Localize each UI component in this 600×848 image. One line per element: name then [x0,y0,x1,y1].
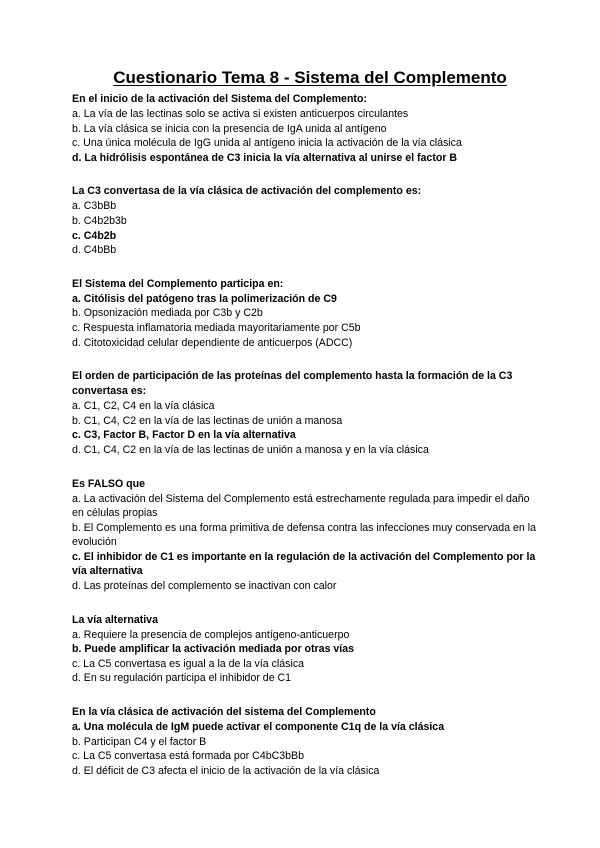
question-7 [72,705,540,778]
option-c: c. Una única molécula de IgG unida al antígeno inicia la activación de la vía clásica [72,137,462,150]
option-b: b. Participan C4 y el factor B [72,735,207,748]
option-a: a. C3bBb [72,200,117,213]
question-text: El orden de participación de las proteínas del complemento hasta la formación de la C3 convertasa es: [72,370,513,398]
question-2 [72,184,540,257]
option-a: a. C1, C2, C4 en la vía clásica [72,400,215,413]
question-text: La C3 convertasa de la vía clásica de activación del complemento es: [72,185,422,198]
question-1 [72,92,540,165]
option-c-correct: c. C4b2b [72,229,117,242]
question-4 [72,369,540,457]
option-b: b. C4b2b3b [72,214,127,227]
option-c: c. La C5 convertasa está formada por C4bC3bBb [72,750,305,763]
option-c-correct: c. C3, Factor B, Factor D en la vía alternativa [72,429,296,442]
question-6 [72,613,540,686]
question-text: En el inicio de la activación del Sistema del Complemento: [72,93,367,105]
option-b: b. Opsonización mediada por C3b y C2b [72,307,263,320]
page-title: Cuestionario Tema 8 - Sistema del Complemento [113,68,507,87]
option-d: d. C1, C4, C2 en la vía de las lectinas de unión a manosa y en la vía clásica [72,443,429,456]
option-c: c. Respuesta inflamatoria mediada mayoritariamente por C5b [72,321,361,334]
question-text: En la vía clásica de activación del sistema del Complemento [72,706,376,719]
question-5 [72,477,540,594]
option-d: d. C4bBb [72,244,117,257]
option-c: c. La C5 convertasa es igual a la de la vía clásica [72,657,305,670]
option-b: b. La vía clásica se inicia con la presencia de IgA unida al antígeno [72,122,387,135]
option-a: a. La activación del Sistema del Complemento está estrechamente regulada para impedir el daño en células propias [72,492,530,520]
option-b: b. C1, C4, C2 en la vía de las lectinas de unión a manosa [72,414,343,427]
option-b-correct: b. Puede amplificar la activación mediada por otras vías [72,643,355,656]
option-a: a. Requiere la presencia de complejos antígeno-anticuerpo [72,628,350,641]
option-a-correct: a. Citólisis del patógeno tras la polimerización de C9 [72,292,337,305]
question-text: El Sistema del Complemento participa en: [72,277,284,290]
option-d: d. Citotoxicidad celular dependiente de anticuerpos (ADCC) [72,336,353,349]
option-d-correct: d. La hidrólisis espontánea de C3 inicia la vía alternativa al unirse el factor B [72,151,458,164]
question-text: La vía alternativa [72,613,158,626]
option-a: a. La vía de las lectinas solo se activa si existen anticuerpos circulantes [72,108,409,120]
option-a-correct: a. Una molécula de IgM puede activar el componente C1q de la vía clásica [72,721,445,734]
question-3 [72,277,540,350]
option-d: d. El déficit de C3 afecta el inicio de la activación de la vía clásica [72,764,380,777]
option-d: d. Las proteínas del complemento se inactivan con calor [72,580,337,593]
question-text: Es FALSO que [72,477,145,490]
option-d: d. En su regulación participa el inhibidor de C1 [72,672,292,685]
option-b: b. El Complemento es una forma primitiva de defensa contra las infecciones muy conservada en la evolución [72,521,537,549]
option-c-correct: c. El inhibidor de C1 es importante en la regulación de la activación del Complemento por la vía alternativa [72,550,536,578]
